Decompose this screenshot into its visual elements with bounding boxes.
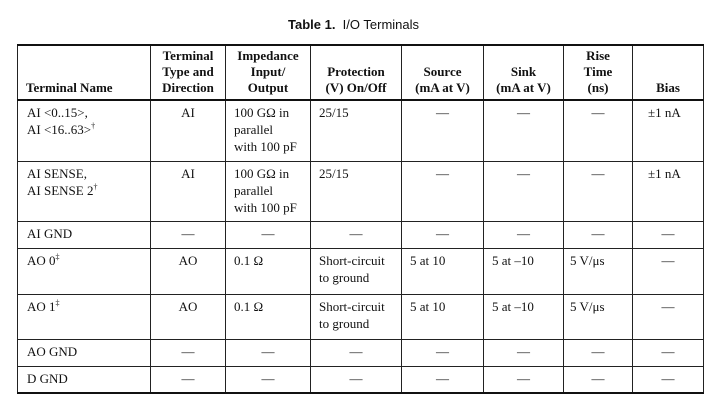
rise-time-cell: 5 V/μs	[564, 248, 633, 294]
sink-cell: 5 at –10	[484, 248, 564, 294]
impedance-cell: —	[226, 221, 311, 248]
terminal-name-cell: D GND	[18, 366, 151, 393]
source-cell: —	[402, 221, 484, 248]
sink-cell: 5 at –10	[484, 294, 564, 339]
source-cell: 5 at 10	[402, 248, 484, 294]
io-terminals-table	[17, 44, 704, 394]
protection-cell: Short-circuit to ground	[311, 294, 402, 339]
protection-cell: —	[311, 366, 402, 393]
bias-cell: —	[633, 339, 704, 366]
protection-cell: 25/15	[311, 161, 402, 221]
direction-cell: AI	[151, 100, 226, 161]
sink-cell: —	[484, 100, 564, 161]
rise-time-cell: —	[564, 366, 633, 393]
bias-cell: ±1 nA	[633, 100, 704, 161]
header-protection: Protection (V) On/Off	[311, 45, 402, 100]
bias-cell: —	[633, 366, 704, 393]
source-cell: 5 at 10	[402, 294, 484, 339]
bias-cell: —	[633, 294, 704, 339]
terminal-name-cell: AI <0..15>, AI <16..63>†	[18, 100, 151, 161]
source-cell: —	[402, 161, 484, 221]
sink-cell: —	[484, 221, 564, 248]
header-bias: Bias	[633, 45, 704, 100]
rise-time-cell: 5 V/μs	[564, 294, 633, 339]
direction-cell: —	[151, 221, 226, 248]
terminal-name-cell: AO GND	[18, 339, 151, 366]
table-row	[18, 366, 704, 393]
rise-time-cell: —	[564, 339, 633, 366]
table-caption	[0, 17, 707, 32]
protection-cell: 25/15	[311, 100, 402, 161]
table-header	[18, 45, 704, 100]
sink-cell: —	[484, 339, 564, 366]
bias-cell: —	[633, 221, 704, 248]
table-title: I/O Terminals	[342, 17, 420, 32]
table-number: Table 1.	[287, 17, 336, 32]
bias-cell: —	[633, 248, 704, 294]
impedance-cell: 100 GΩ in parallel with 100 pF	[226, 161, 311, 221]
protection-cell: —	[311, 339, 402, 366]
table-row	[18, 100, 704, 161]
impedance-cell: 0.1 Ω	[226, 294, 311, 339]
terminal-name-cell: AI GND	[18, 221, 151, 248]
table-row	[18, 294, 704, 339]
source-cell: —	[402, 366, 484, 393]
direction-cell: AO	[151, 248, 226, 294]
table-row	[18, 161, 704, 221]
impedance-cell: 100 GΩ in parallel with 100 pF	[226, 100, 311, 161]
direction-cell: AI	[151, 161, 226, 221]
table-row	[18, 339, 704, 366]
table-row	[18, 221, 704, 248]
terminal-name-cell: AI SENSE, AI SENSE 2†	[18, 161, 151, 221]
header-rise-time: Rise Time (ns)	[564, 45, 633, 100]
header-impedance: Impedance Input/ Output	[226, 45, 311, 100]
direction-cell: AO	[151, 294, 226, 339]
sink-cell: —	[484, 366, 564, 393]
header-source: Source (mA at V)	[402, 45, 484, 100]
table-row	[18, 248, 704, 294]
impedance-cell: —	[226, 339, 311, 366]
source-cell: —	[402, 339, 484, 366]
terminal-name-cell: AO 1‡	[18, 294, 151, 339]
terminal-name-cell: AO 0‡	[18, 248, 151, 294]
rise-time-cell: —	[564, 161, 633, 221]
sink-cell: —	[484, 161, 564, 221]
header-type-direction: Terminal Type and Direction	[151, 45, 226, 100]
direction-cell: —	[151, 339, 226, 366]
protection-cell: Short-circuit to ground	[311, 248, 402, 294]
header-sink: Sink (mA at V)	[484, 45, 564, 100]
rise-time-cell: —	[564, 100, 633, 161]
rise-time-cell: —	[564, 221, 633, 248]
impedance-cell: —	[226, 366, 311, 393]
header-terminal-name: Terminal Name	[18, 45, 151, 100]
bias-cell: ±1 nA	[633, 161, 704, 221]
impedance-cell: 0.1 Ω	[226, 248, 311, 294]
protection-cell: —	[311, 221, 402, 248]
direction-cell: —	[151, 366, 226, 393]
source-cell: —	[402, 100, 484, 161]
